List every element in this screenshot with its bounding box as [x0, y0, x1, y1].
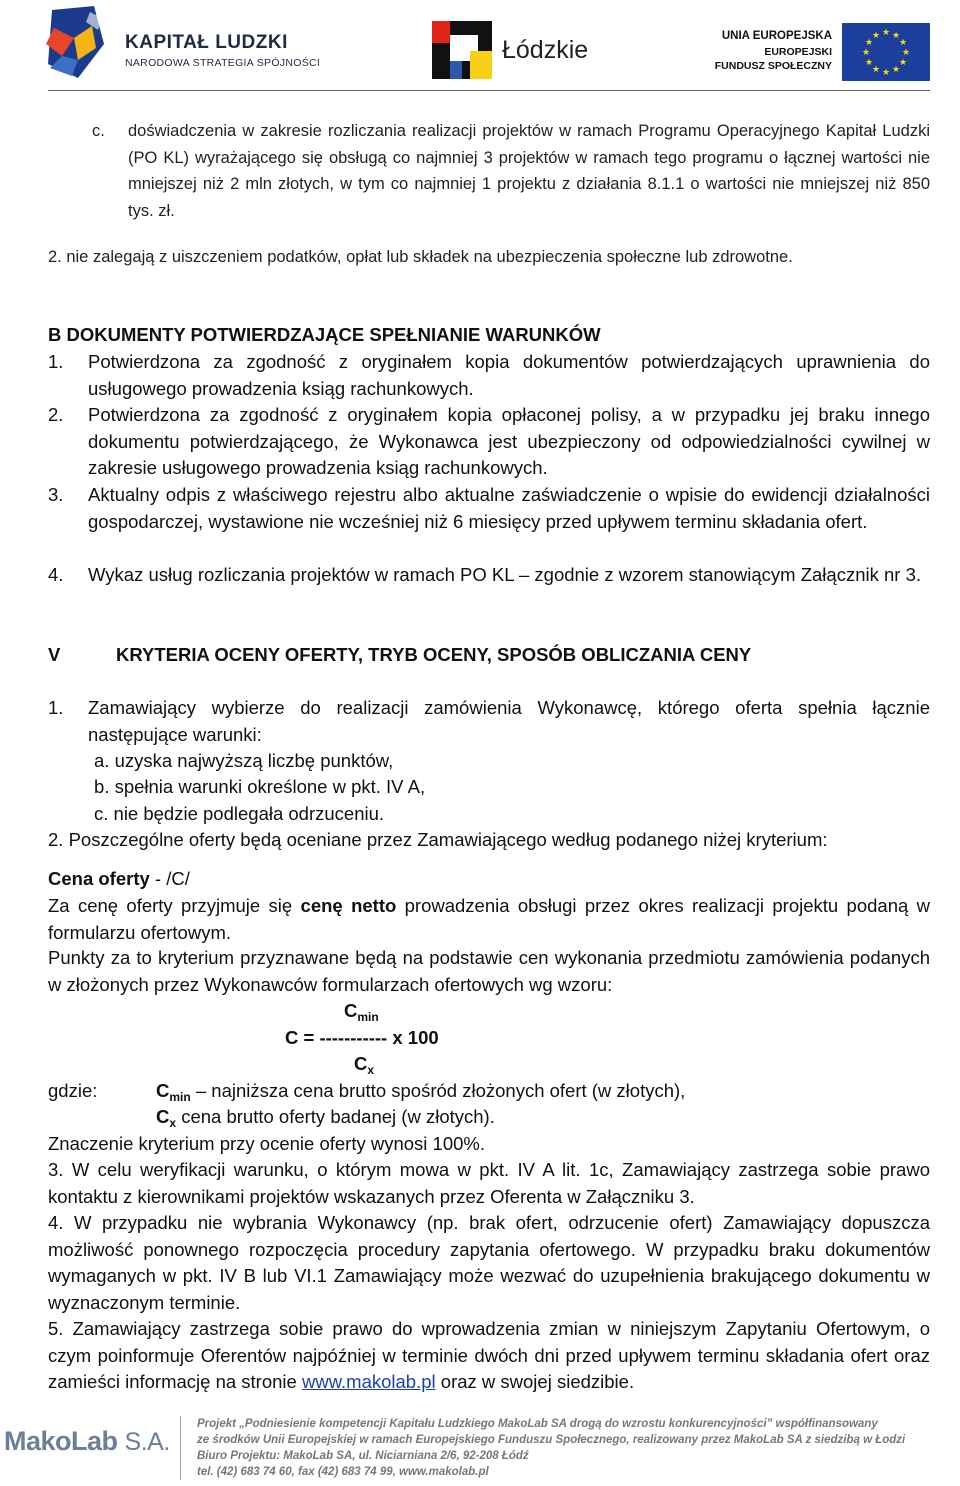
- section-b-heading: B DOKUMENTY POTWIERDZAJĄCE SPEŁNIANIE WARUNKÓW: [48, 324, 601, 345]
- def1-text: – najniższa cena brutto spośród złożonych ofert (w złotych),: [190, 1080, 686, 1101]
- b-item-3-num: 3.: [48, 484, 64, 505]
- v-item-5-end: oraz w swojej siedzibie.: [435, 1371, 635, 1392]
- v-item-2: 2. Poszczególne oferty będą oceniane przez Zamawiającego według podanego niżej kryterium:: [48, 829, 828, 850]
- eu-line1: UNIA EUROPEJSKA: [721, 30, 832, 42]
- header-divider: [48, 90, 930, 91]
- formula-den-sub: x: [367, 1063, 375, 1077]
- v-item-3: 3. W celu weryfikacji warunku, o którym mowa w pkt. IV A lit. 1c, Zamawiający zastrzega sobie prawo kontaktu z kierownikami projektów wskazanych przez Oferenta w Załączniku 3.: [48, 1159, 930, 1207]
- v-sub-c: c. nie będzie podlegała odrzuceniu.: [94, 803, 385, 824]
- v-sub-b: b. spełnia warunki określone w pkt. IV A,: [94, 776, 426, 797]
- v-sub-a: a. uzyska najwyższą liczbę punktów,: [94, 750, 394, 771]
- b-item-3-text: Aktualny odpis z właściwego rejestru albo aktualne zaświadczenie o wpisie do ewidencji działalności gospodarczej, wystawione nie wcześniej niż 6 miesięcy przed upływem terminu składania ofert.: [88, 484, 930, 532]
- b-item-4-text: Wykaz usług rozliczania projektów w ramach PO KL – zgodnie z wzorem stanowiącym Załącznik nr 3.: [88, 564, 921, 585]
- definition-cx: [156, 1104, 495, 1133]
- kapital-ludzki-title: KAPITAŁ LUDZKI: [125, 32, 288, 53]
- formula-numerator: [344, 998, 379, 1027]
- svg-text:★: ★: [891, 31, 901, 41]
- def2-text: cena brutto oferty badanej (w złotych).: [176, 1106, 495, 1127]
- svg-text:★: ★: [871, 65, 881, 75]
- makolab-link[interactable]: www.makolab.pl: [301, 1371, 436, 1392]
- kapital-ludzki-subtitle: NARODOWA STRATEGIA SPÓJNOŚCI: [125, 57, 321, 69]
- section-v-roman: V: [48, 644, 61, 665]
- cena-heading-bold: Cena oferty: [48, 868, 150, 889]
- footer-line-3: Biuro Projektu: MakoLab SA, ul. Niciarniana 2/6, 92-208 Łódź: [197, 1450, 529, 1462]
- eu-flag-icon: [842, 23, 930, 81]
- def2-c: C: [156, 1106, 170, 1127]
- footer-line-2: ze środków Unii Europejskiej w ramach Europejskiego Funduszu Społecznego, realizowany przez MakoLab SA z siedzibą w Łodzi: [197, 1434, 906, 1446]
- svg-text:★: ★: [881, 68, 891, 78]
- cena-heading-rest: - /C/: [149, 868, 190, 889]
- svg-text:★: ★: [871, 31, 881, 41]
- lodzkie-logo-icon: [432, 21, 492, 79]
- svg-text:★: ★: [891, 65, 901, 75]
- formula-num-c: C: [344, 1000, 358, 1021]
- b-item-2-num: 2.: [48, 404, 64, 425]
- def1-c: C: [156, 1080, 170, 1101]
- b-item-4-num: 4.: [48, 564, 64, 585]
- svg-text:★: ★: [861, 48, 871, 58]
- svg-text:★: ★: [901, 48, 911, 58]
- svg-text:★: ★: [898, 38, 908, 48]
- formula-line: C = ----------- x 100: [285, 1027, 439, 1048]
- gdzie-label: gdzie:: [48, 1080, 98, 1101]
- makolab-logo-text: MakoLab: [4, 1426, 118, 1456]
- item-2-text: 2. nie zalegają z uiszczeniem podatków, opłat lub składek na ubezpieczenia społeczne lub zdrowotne.: [48, 248, 793, 266]
- znaczenie-text: Znaczenie kryterium przy ocenie oferty wynosi 100%.: [48, 1133, 485, 1154]
- footer-line-1: Projekt „Podniesienie kompetencji Kapitału Ludzkiego MakoLab SA drogą do wzrostu konkurencyjności” współfinansowany: [197, 1418, 878, 1430]
- v-item-5: [48, 1316, 930, 1396]
- cena-p1-start: Za cenę oferty przyjmuje się: [48, 895, 301, 916]
- lodzkie-label: Łódzkie: [502, 36, 589, 64]
- cena-paragraph-1: [48, 893, 930, 946]
- b-item-1-text: Potwierdzona za zgodność z oryginałem kopia dokumentów potwierdzających uprawnienia do usługowego prowadzenia ksiąg rachunkowych.: [88, 351, 930, 399]
- cena-heading: [48, 866, 930, 893]
- eu-line3: FUNDUSZ SPOŁECZNY: [714, 60, 832, 72]
- item-c-label: c.: [92, 122, 105, 140]
- definition-cmin: [156, 1078, 685, 1107]
- kapital-ludzki-logo-icon: [44, 4, 106, 82]
- eu-line2: EUROPEJSKI: [764, 46, 832, 58]
- v-item-1-text: Zamawiający wybierze do realizacji zamówienia Wykonawcę, którego oferta spełnia łącznie następujące warunki:: [88, 697, 930, 745]
- section-v-heading: KRYTERIA OCENY OFERTY, TRYB OCENY, SPOSÓB OBLICZANIA CENY: [116, 644, 752, 665]
- def2-sub: x: [169, 1116, 177, 1130]
- formula-num-sub: min: [357, 1010, 379, 1024]
- svg-text:★: ★: [864, 38, 874, 48]
- svg-text:★: ★: [881, 28, 891, 38]
- footer-line-4: tel. (42) 683 74 60, fax (42) 683 74 99, www.makolab.pl: [197, 1466, 489, 1478]
- b-item-1-num: 1.: [48, 351, 64, 372]
- footer-divider: [180, 1416, 181, 1480]
- makolab-logo-sa: S.A.: [124, 1428, 170, 1456]
- v-item-1-num: 1.: [48, 697, 64, 718]
- cena-netto: cenę netto: [300, 895, 397, 916]
- cena-paragraph-2: Punkty za to kryterium przyznawane będą na podstawie cen wykonania przedmiotu zamówienia podanych w złożonych przez Wykonawców formularzach ofertowych wg wzoru:: [48, 947, 930, 995]
- formula-denominator: [354, 1051, 374, 1080]
- v-item-4: 4. W przypadku nie wybrania Wykonawcy (np. brak ofert, odrzucenie ofert) Zamawiający dopuszcza możliwość ponownego rozpoczęcia procedury zapytania ofertowego. W przypadku braku dokumentów wymaganych w pkt. IV B lub VI.1 Zamawiający może wezwać do uzupełnienia brakującego dokumentu w wyznaczonym terminie.: [48, 1212, 930, 1313]
- svg-text:★: ★: [864, 58, 874, 68]
- makolab-logo: [4, 1426, 170, 1457]
- item-c-text: doświadczenia w zakresie rozliczania realizacji projektów w ramach Programu Operacyjnego Kapitał Ludzki (PO KL) wyrażającego się obsługą co najmniej 3 projektów w ramach tego programu o łącznej wartości nie mniejszej niż 2 mln złotych, w tym co najmniej 1 projektu z działania 8.1.1 o wartości nie mniejszej niż 850 tys. zł.: [128, 122, 930, 220]
- b-item-2-text: Potwierdzona za zgodność z oryginałem kopia opłaconej polisy, a w przypadku jej braku innego dokumentu potwierdzającego, że Wykonawca jest ubezpieczony od odpowiedzialności cywilnej w zakresie usługowego prowadzenia ksiąg rachunkowych.: [88, 404, 930, 478]
- v-item-5-start: 5. Zamawiający zastrzega sobie prawo do wprowadzenia zmian w niniejszym Zapytaniu Ofertowym, o czym poinformuje Oferentów najpóźniej w terminie dwóch dni przed upływem terminu składania ofert oraz zamieści informację na stronie: [48, 1318, 930, 1392]
- def1-sub: min: [169, 1090, 191, 1104]
- svg-text:★: ★: [898, 58, 908, 68]
- cena-p1-end: prowadzenia obsługi przez okres realizacji projektu podaną w formularzu ofertowym.: [48, 895, 930, 943]
- formula-den-c: C: [354, 1053, 368, 1074]
